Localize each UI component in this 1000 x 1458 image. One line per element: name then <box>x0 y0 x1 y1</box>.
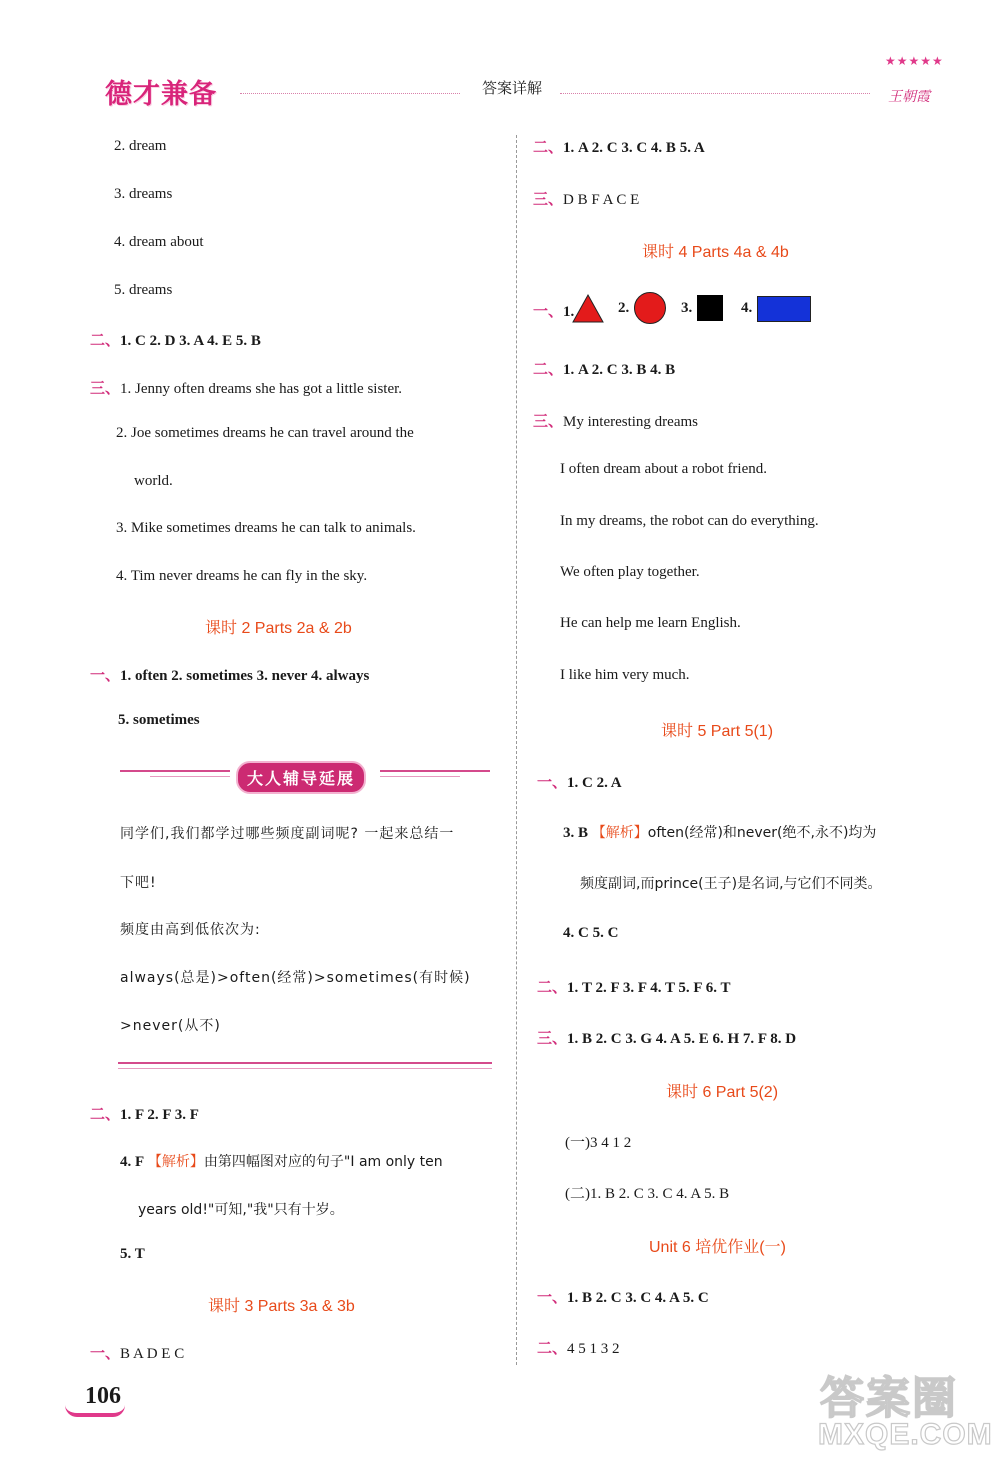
page-number: 106 <box>85 1383 121 1409</box>
answer-line <box>537 1027 796 1048</box>
answer-line: 5. T <box>120 1246 145 1262</box>
section-heading: 课时 4 Parts 4a & 4b <box>642 244 789 261</box>
answer-text: 1. B 2. C 3. C 4. A 5. C <box>567 1290 709 1306</box>
brand-text: 王朝霞 <box>888 89 930 105</box>
answer-line: 5. sometimes <box>118 712 200 728</box>
section-number: 一、 <box>533 302 564 320</box>
box-ornament-bottom-thin <box>118 1068 492 1069</box>
answer-text: 1. often 2. sometimes 3. never 4. always <box>120 668 370 684</box>
answer-line <box>90 377 402 398</box>
answer-line: We often play together. <box>560 564 700 580</box>
answer-line: 4. dream about <box>114 234 204 250</box>
header-dotted-left <box>240 93 460 94</box>
answer-line: In my dreams, the robot can do everything. <box>560 513 819 529</box>
box-ornament-left-thin <box>150 776 230 777</box>
page-swoosh-icon <box>65 1405 125 1417</box>
answer-line <box>537 976 731 997</box>
analysis-text: 由第四幅图对应的句子"I am only ten <box>203 1154 443 1170</box>
section-number: 一、 <box>537 1288 568 1306</box>
triangle-icon <box>572 293 604 323</box>
section-number: 一、 <box>90 1344 121 1362</box>
answer-line: 5. dreams <box>114 282 173 298</box>
rectangle-icon <box>757 296 811 322</box>
tip-line: >never(从不) <box>120 1018 221 1034</box>
answer-text: 1. T 2. F 3. F 4. T 5. F 6. T <box>567 980 731 996</box>
answer-line: (一)3 4 1 2 <box>565 1135 632 1151</box>
section-number: 二、 <box>90 1105 121 1123</box>
answer-text: 4. <box>741 300 753 316</box>
answer-text: B A D E C <box>120 1346 185 1362</box>
answer-text: 2. <box>618 300 630 316</box>
answer-text: My interesting dreams <box>563 414 698 430</box>
box-ornament-left <box>120 770 230 772</box>
answer-line: 4. Tim never dreams he can fly in the sky. <box>116 568 368 584</box>
section-heading: 课时 3 Parts 3a & 3b <box>208 1298 355 1315</box>
box-ornament-right-thin <box>380 776 460 777</box>
section-heading: Unit 6 培优作业(一) <box>649 1239 786 1256</box>
section-number: 二、 <box>537 1339 568 1357</box>
tip-line: 频度由高到低依次为: <box>120 922 261 938</box>
answer-text: D B F A C E <box>563 192 640 208</box>
answer-line <box>537 1337 620 1358</box>
answer-text: 1. B 2. C 3. G 4. A 5. E 6. H 7. F 8. D <box>567 1031 797 1047</box>
answer-text: 1. A 2. C 3. B 4. B <box>563 362 676 378</box>
watermark-logo: 答案圈 <box>820 1373 958 1424</box>
answer-line <box>533 188 639 209</box>
section-number: 三、 <box>90 379 121 397</box>
answer-line <box>533 410 698 431</box>
answer-text: 1. A 2. C 3. C 4. B 5. A <box>563 140 705 156</box>
analysis-text: often(经常)和never(绝不,永不)均为 <box>647 825 877 841</box>
answer-text: 3. <box>681 300 693 316</box>
header-title: 答案详解 <box>482 79 543 97</box>
answer-line <box>537 771 622 792</box>
answer-line: 2. dream <box>114 138 167 154</box>
section-number: 二、 <box>533 360 564 378</box>
answer-line: I like him very much. <box>560 667 690 683</box>
answer-text: 1. C 2. D 3. A 4. E 5. B <box>120 333 261 349</box>
answer-line <box>537 1286 709 1307</box>
answer-line: 2. Joe sometimes dreams he can travel around the <box>116 425 414 441</box>
analysis-tag: 【解析】 <box>591 825 648 841</box>
section-number: 二、 <box>537 978 568 996</box>
answer-text: 1. <box>563 304 575 320</box>
answer-text: 4 5 1 3 2 <box>567 1341 620 1357</box>
answer-line <box>533 358 675 379</box>
analysis-tag: 【解析】 <box>147 1154 204 1170</box>
section-heading: 课时 6 Part 5(2) <box>666 1084 779 1101</box>
section-heading: 课时 5 Part 5(1) <box>661 723 774 740</box>
answer-line: 3. dreams <box>114 186 173 202</box>
header-logo <box>95 72 225 110</box>
section-number: 二、 <box>90 331 121 349</box>
answer-text: 1. Jenny often dreams she has got a little sister. <box>120 381 403 397</box>
answer-text: 1. F 2. F 3. F <box>120 1107 199 1123</box>
square-icon <box>697 295 723 321</box>
tip-line: 下吧! <box>120 875 157 891</box>
section-heading: 课时 2 Parts 2a & 2b <box>205 620 352 637</box>
answer-line: I often dream about a robot friend. <box>560 461 768 477</box>
answer-line <box>90 1342 184 1363</box>
section-number: 三、 <box>533 190 564 208</box>
answer-line: 频度副词,而prince(王子)是名词,与它们不同类。 <box>580 876 882 892</box>
box-ornament-right <box>380 770 490 772</box>
answer-line <box>120 1151 443 1171</box>
section-number: 二、 <box>533 138 564 156</box>
answer-line <box>563 822 876 842</box>
section-number: 三、 <box>533 412 564 430</box>
tip-line: 同学们,我们都学过哪些频度副词呢? 一起来总结一 <box>120 826 455 842</box>
answer-line: He can help me learn English. <box>560 615 741 631</box>
answer-line <box>533 136 705 157</box>
answer-line <box>533 300 574 321</box>
answer-text: 1. C 2. A <box>567 775 622 791</box>
box-title: 大人辅导延展 <box>236 761 366 794</box>
section-number: 一、 <box>90 666 121 684</box>
circle-icon <box>633 291 667 325</box>
answer-line: world. <box>134 473 173 489</box>
answer-text: 3. B <box>563 825 589 841</box>
answer-text: 4. F <box>120 1154 145 1170</box>
answer-line: 3. Mike sometimes dreams he can talk to animals. <box>116 520 416 536</box>
box-ornament-bottom <box>118 1062 492 1064</box>
section-number: 一、 <box>537 773 568 791</box>
column-divider <box>516 135 517 1365</box>
answer-line <box>90 664 369 685</box>
section-number: 三、 <box>537 1029 568 1047</box>
logo-text: 德才兼备 <box>105 79 217 110</box>
tip-line: always(总是)>often(经常)>sometimes(有时候) <box>120 970 471 986</box>
brand-stars-icon: ★★★★★ <box>885 54 944 68</box>
watermark-url: MXQE.COM <box>818 1418 993 1451</box>
header-dotted-right <box>560 93 870 94</box>
answer-line <box>90 1103 199 1124</box>
answer-line: (二)1. B 2. C 3. C 4. A 5. B <box>565 1186 730 1202</box>
answer-line: 4. C 5. C <box>563 925 619 941</box>
answer-line <box>90 329 261 350</box>
answer-line: years old!"可知,"我"只有十岁。 <box>138 1202 344 1218</box>
